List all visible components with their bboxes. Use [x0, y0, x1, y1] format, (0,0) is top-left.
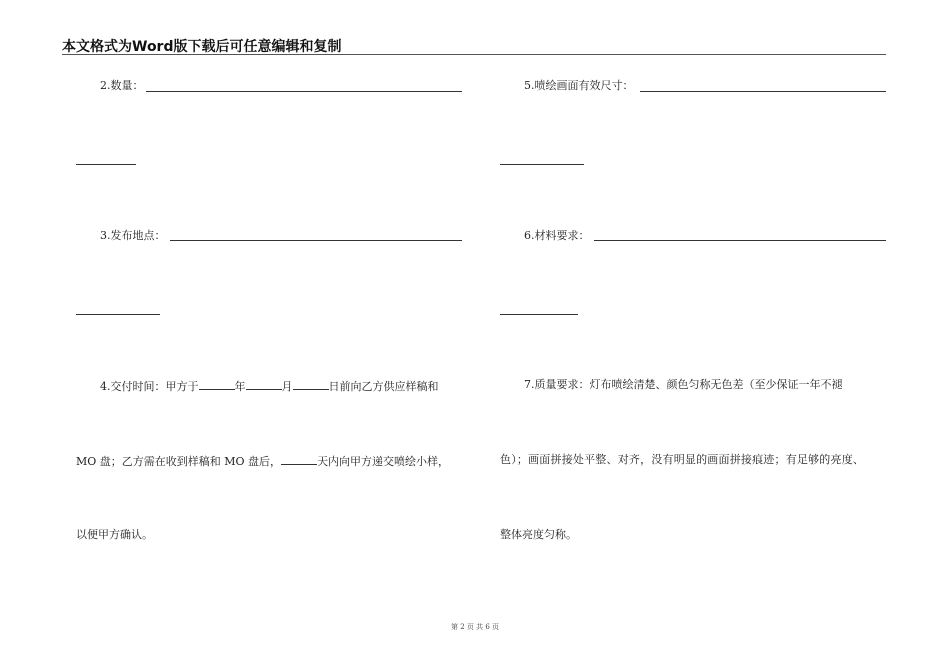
item-7-line3: 整体亮度匀称。 — [500, 528, 577, 541]
item-6-label: 6.材料要求： — [524, 229, 590, 242]
days-blank — [281, 454, 317, 465]
item-3-continuation-line — [76, 314, 160, 315]
item-4-line2 — [76, 454, 449, 468]
day-blank — [293, 379, 329, 390]
item-5-continuation-line — [500, 164, 584, 165]
item-4-suffix: 日前向乙方供应样稿和 — [328, 380, 439, 393]
item-2-fill-line — [146, 91, 462, 92]
item-2-continuation-line — [76, 164, 136, 165]
year-blank — [199, 379, 235, 390]
month-blank — [246, 379, 282, 390]
page-number: 第 2 页 共 6 页 — [450, 623, 500, 631]
item-2-label: 2.数量： — [100, 79, 144, 92]
document-header: 本文格式为Word版下载后可任意编辑和复制 — [62, 36, 886, 55]
item-7-line2: 色）；画面拼接处平整、对齐，没有明显的画面拼接痕迹；有足够的亮度、 — [500, 453, 865, 466]
item-4-line3: 以便甲方确认。 — [76, 528, 153, 541]
item-5-label: 5.喷绘画面有效尺寸： — [524, 79, 634, 92]
item-7-line1: 7.质量要求：灯布喷绘清楚、颜色匀称无色差（至少保证一年不褪 — [524, 378, 843, 391]
year-label: 年 — [234, 380, 246, 393]
item-4-line2-prefix: MO 盘；乙方需在收到样稿和 MO 盘后， — [76, 455, 282, 468]
item-3-label: 3.发布地点： — [100, 229, 166, 242]
item-4-prefix: 4.交付时间：甲方于 — [100, 380, 199, 393]
item-5-fill-line — [640, 91, 886, 92]
item-4-line2-suffix: 天内向甲方递交喷绘小样， — [317, 455, 450, 468]
item-6-fill-line — [594, 240, 886, 241]
item-3-fill-line — [170, 240, 462, 241]
month-label: 月 — [281, 380, 293, 393]
item-6-continuation-line — [500, 314, 578, 315]
item-4-line1 — [100, 379, 439, 393]
